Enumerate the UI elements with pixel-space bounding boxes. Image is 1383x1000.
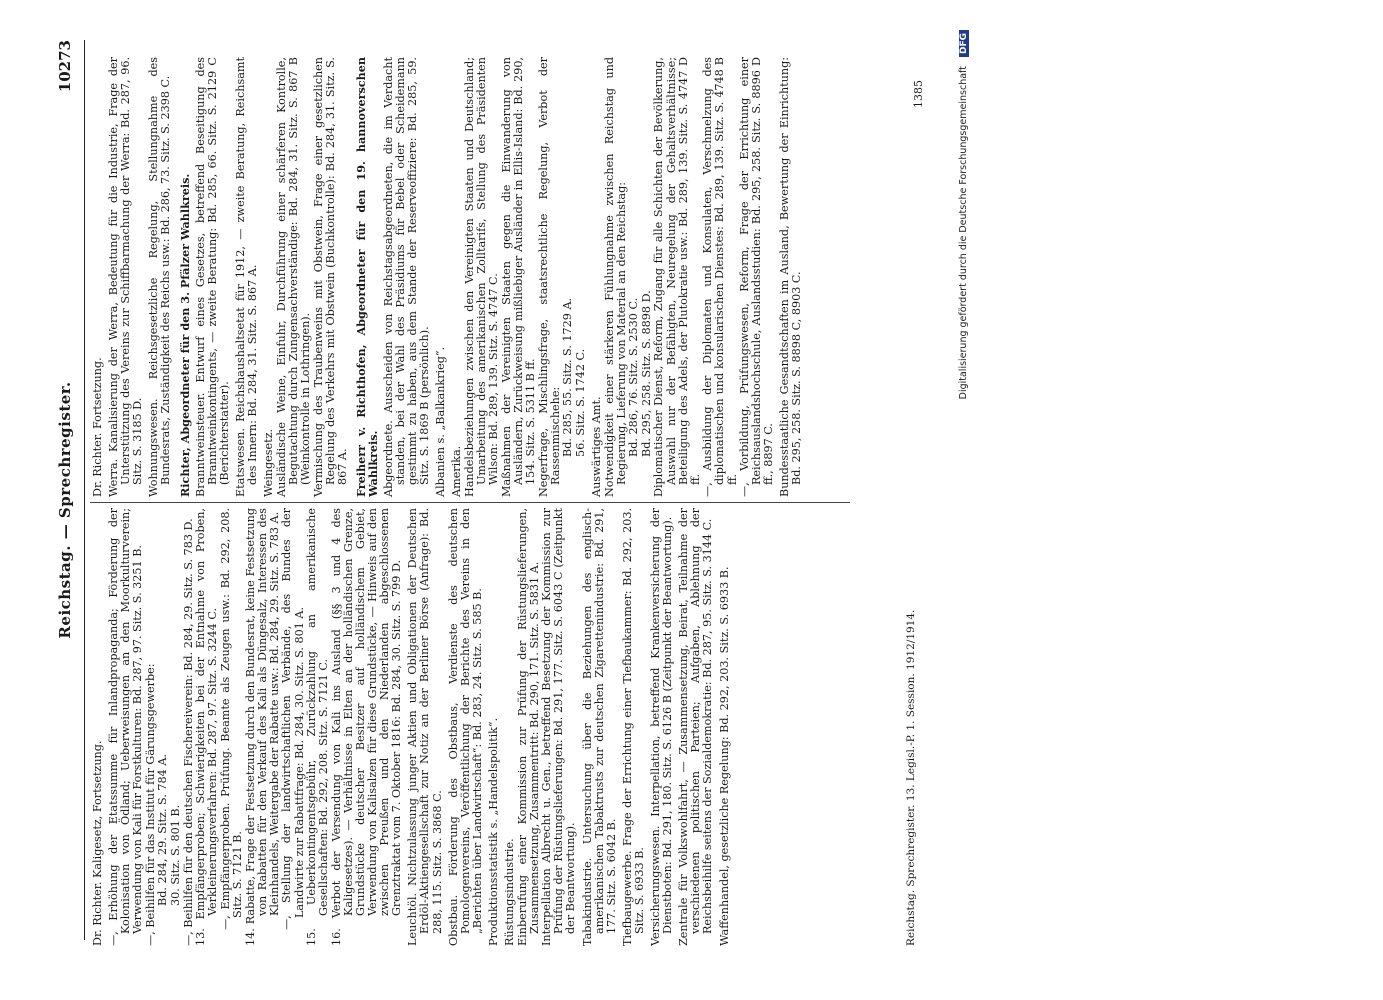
register-entry: Maßnahmen der Vereinigten Staaten gegen die Einwanderung von Ausländern, Zurückweisung mißliebiger Ausländer in Ellis-Island: Bd. 290, 154. Sitz. S. 5311 B ff. <box>499 57 537 497</box>
register-entry: Tabakindustrie. Untersuchung über die Beziehungen des englisch-amerikanischen Tabaktrusts zur deutschen Zigarettenindustrie: Bd. 291, 177. Sitz. S. 6042 B. <box>580 508 618 946</box>
speaker-heading: Freiherr v. Richthofen, Abgeordneter für den 19. hannoverschen Wahlkreis. <box>353 57 380 497</box>
register-entry: —, Erhöhung der Etatssumme für Inlandpropaganda; Förderung der Kolonisation von Ödland; Ueberweisungen an den Moorkulturverein; Verwendung von Kali für Forstkulturen: Bd. 287, 97. Sitz. S. 3251 B. <box>107 508 145 946</box>
register-entry: Rüstungsindustrie. <box>503 838 516 946</box>
register-entry: Negerfrage, Mischlingsfrage, staatsrechtliche Regelung, Verbot der Rassenmischehe: <box>536 57 562 497</box>
register-entry: Bd. 286, 76. Sitz. S. 2530 C. <box>627 297 641 457</box>
header-rule <box>84 40 85 940</box>
register-entry: Interpellation Albrecht u. Gen., betreffend Besetzung der Kommission zur Prüfung der Rüstungslieferungen: Bd. 291, 177. Sitz. S. 6043 C (Zeitpunkt der Beantwortung). <box>540 508 578 946</box>
register-entry: Bd. 295, 258. Sitz. S. 8898 D. <box>639 290 653 457</box>
register-entry: —, Beihilfen für das Institut für Gärungsgewerbe: <box>143 663 157 946</box>
register-entry: Diplomatischer Dienst, Reform, Zugang für alle Schichten der Bevölkerung, Auswahl nur der Befähigten, Neuregelung der Gehaltsverhältnisse; Beteiligung des Adels, der Plutokratie usw.: Bd. 289, 139. Sitz. S. 4747 D ff. <box>652 57 702 497</box>
register-entry: Bd. 285, 55. Sitz. S. 1729 A. <box>561 297 575 457</box>
register-entry: Bundesstaatliche Gesandtschaften im Ausland, Bewertung der Einrichtung: Bd. 295, 258. Sitz. S. 8898 C, 8903 C. <box>778 57 804 497</box>
page-number: 10273 <box>56 40 74 93</box>
register-entry: Wohnungswesen. Reichsgesetzliche Regelung, Stellungnahme des Bundesrats, Zuständigkeit des Reichs usw.: Bd. 286, 73. Sitz. S. 2398 C. <box>147 57 173 497</box>
register-entry: Auswärtiges Amt. <box>589 396 603 497</box>
register-entry: Zentrale für Volkswohlfahrt, — Zusammensetzung, Beirat, Teilnahme der verschiedenen politischen Parteien; Aufgaben, Ablehnung der Reichsbeihilfe seitens der Sozialdemokratie: Bd. 287, 95. Sitz. S. 3144 C. <box>677 508 715 946</box>
register-entry: Tiefbaugewerbe. Frage der Errichtung einer Tiefbaukammer: Bd. 292, 203. Sitz. S. 6933 B. <box>620 508 646 946</box>
register-entry: —, Empfängerproben. Prüfung. Beamte als Zeugen usw.: Bd. 292, 208. Sitz. S. 7121 B. <box>218 508 245 930</box>
register-entry: Leuchtöl. Nichtzulassung junger Aktien und Obligationen der Deutschen Erdöl-Aktiengesellschaft zur Notiz an der Berliner Börse (Anfrage): Bd. 288, 115. Sitz. S. 3868 C. <box>406 508 444 946</box>
footer-note: Reichstag. Sprechregister. 13. Legisl.-P. 1. Session. 1912/1914. <box>905 609 917 946</box>
register-entry: Waffenhandel, gesetzliche Regelung: Bd. 292, 203. Sitz. S. 6933 B. <box>717 566 731 946</box>
register-entry: Weingesetz. <box>262 428 276 497</box>
register-entry: 14. Rabatte, Frage der Festsetzung durch den Bundesrat, keine Festsetzung von Rabatten für den Verkauf des Kali als Düngesalz, Interessen des Kleinhandels, Weitergabe der Rabatte usw.: Bd. 284, 29. Sitz. S. 783 A. <box>243 508 281 946</box>
register-entry: —, Ausbildung der Diplomaten und Konsulaten, Verschmelzung des diplomatischen und konsularischen Dienstes: Bd. 289, 139. Sitz. S. 4748 B ff. <box>701 57 739 497</box>
running-head: Dr. Richter. Fortsetzung. <box>91 357 104 497</box>
page-header <box>56 40 86 980</box>
register-entry: Einberufung einer Kommission zur Prüfung der Rüstungslieferungen, Zusammensetzung, Zusammentritt: Bd. 290, 171. Sitz. S. 5831 A. <box>515 508 541 946</box>
page-title: Reichstag. — Sprechregister. <box>56 381 74 639</box>
register-entry: 15. Ueberkontingentsgebühr, Zurückzahlung an amerikanische Gesellschaften: Bd. 292, 208. Sitz. S. 7121 C. <box>305 508 331 946</box>
register-entry: Ausländische Weine, Einfuhr, Durchführung einer schärferen Kontrolle, Begutachtung durch Zungensachverständige: Bd. 284, 31. Sitz. S. 867 B (Weinkontrolle in Lothringen). <box>274 57 312 497</box>
register-entry: Notwendigkeit einer stärkeren Fühlungnahme zwischen Reichstag und Regierung, Lieferung von Material an den Reichstag: <box>602 57 628 497</box>
register-entry: 56. Sitz. S. 1742 C. <box>573 348 587 457</box>
speaker-heading: Richter, Abgeordneter für den 3. Pfälzer Wahlkreis. <box>177 173 192 497</box>
digitization-credit <box>958 30 969 960</box>
register-entry: Albanien s. „Balkankrieg“. <box>434 346 448 497</box>
register-entry: —, Vorbildung, Prüfungswesen, Reform, Frage der Errichtung einer Reichsauslandshochschule, Auslandsstudien: Bd. 295, 258. Sitz. S. 8896 D ff., 8897 C. <box>738 57 776 497</box>
register-entry: Branntweinsteuer. Entwurf eines Gesetzes, betreffend Beseitigung des Branntweinkontingents, — zweite Beratung: Bd. 285, 66. Sitz. S. 2129 C (Berichterstatter). <box>193 57 231 497</box>
dfg-logo-icon: DFG <box>959 30 969 57</box>
register-entry: —, Beihilfen für den deutschen Fischereiverein: Bd. 284, 29. Sitz. S. 783 D. <box>181 518 195 946</box>
register-entry: Vermischung des Traubenweins mit Obstwein, Frage einer gesetzlichen Regelung des Verkehrs mit Obstwein (Buchkontrolle): Bd. 284, 31. Sitz. S. 867 A. <box>311 57 349 497</box>
register-entry: Etatswesen. Reichshaushaltsetat für 1912, — zweite Beratung, Reichsamt des Innern: Bd. 284, 31. Sitz. S. 867 A. <box>233 57 260 497</box>
register-entry: —, Stellung der landwirtschaftlichen Verbände, des Bundes der Landwirte zur Rabattfrage: Bd. 284, 30. Sitz. S. 801 A. <box>280 508 306 930</box>
register-entry: Amerika. <box>450 445 464 497</box>
register-entry: Abgeordnete. Ausscheiden von Reichstagsabgeordneten, die im Verdacht standen, bei der Wahl des Präsidiums für Bebel oder Scheidemann gestimmt zu haben, aus dem Stande der Reserveoffiziere: Bd. 285, 59. Sitz. S. 1869 B (persönlich). <box>381 57 432 497</box>
signature-number: 1385 <box>912 80 925 108</box>
register-entry: Produktionsstatistik s. „Handelspolitik“. <box>486 717 500 946</box>
register-entry: Werra. Kanalisierung der Werra, Bedeutung für die Industrie, Frage der Unterstützung des Vereins zur Schiffbarmachung der Werra: Bd. 287, 96. Sitz. S. 3185 D. <box>107 57 145 497</box>
left-column <box>92 508 731 946</box>
register-entry: 16. Verbot der Versendung von Kali ins Ausland (§§ 3 und 4 des Kaligesetzes). — Verhältnisse in Elten an der holländischen Grenze, Grundstücke deutscher Besitzer auf holländischem Gebiet, Verwendung von Kalisalzen für diese Grundstücke, — Hinweis auf den zwischen Preußen und den Niederlanden abgeschlossenen Grenztraktat vom 7. Oktober 1816: Bd. 284, 30. Sitz. S. 799 D. <box>329 508 404 946</box>
register-entry: 13. Empfängerproben; Schwierigkeiten bei der Entnahme von Proben, Verkleinerungsverfahren: Bd. 287, 97. Sitz. S. 3244 C. <box>194 508 220 946</box>
column-divider <box>90 502 850 503</box>
register-entry: Handelsbeziehungen zwischen den Vereinigten Staaten und Deutschland; Umarbeitung des amerikanischen Zolltarifs, Stellung des Präsidenten Wilson: Bd. 289, 139. Sitz. S. 4747 C. <box>463 57 501 497</box>
register-entry: Obstbau. Förderung des Obstbaus, Verdienste des deutschen Pomologenvereins, Veröffentlichung der Berichte des Vereins in den „Berichten über Landwirtschaft“: Bd. 283, 24. Sitz. S. 585 B. <box>446 508 484 946</box>
register-entry: Versicherungswesen. Interpellation, betreffend Krankenversicherung der Dienstboten: Bd. 291, 180. Sitz. S. 6126 B (Zeitpunkt der Beantwortung). <box>649 508 675 946</box>
register-entry: Bd. 284, 29. Sitz. S. 784 A. <box>156 754 170 906</box>
right-column <box>92 57 804 497</box>
register-entry: 30. Sitz. S. 801 B. <box>169 804 183 906</box>
running-head: Dr. Richter. Kaligesetz, Fortsetzung. <box>91 740 104 946</box>
credit-text: Digitalisierung gefördert durch die Deutsche Forschungsgemeinschaft <box>958 66 969 400</box>
